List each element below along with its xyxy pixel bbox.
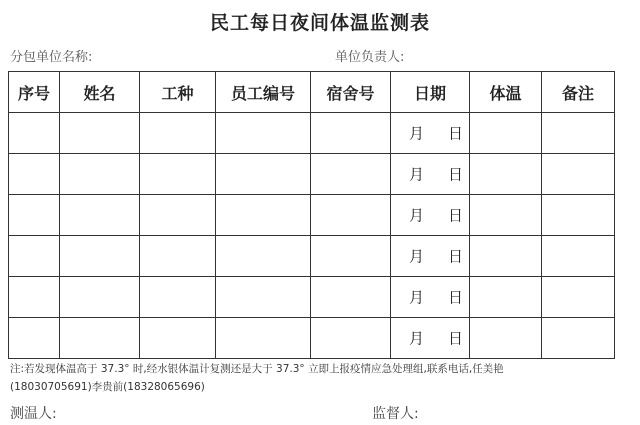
date-day-label: 日 [447, 124, 463, 143]
date-cell[interactable] [391, 277, 470, 318]
name-cell[interactable] [60, 113, 140, 154]
header-temperature: 体温 [470, 72, 542, 113]
date-cell[interactable] [391, 154, 470, 195]
dorm-number-cell[interactable] [311, 277, 391, 318]
temperature-cell[interactable] [470, 113, 542, 154]
date-day-label: 日 [447, 329, 463, 348]
date-cell[interactable] [391, 236, 470, 277]
note-line-2: (18030705691)李贵前(18328065696) [10, 381, 205, 393]
header-name: 姓名 [60, 72, 140, 113]
dorm-number-cell[interactable] [311, 236, 391, 277]
temperature-cell[interactable] [470, 195, 542, 236]
employee-id-cell[interactable] [216, 154, 311, 195]
date-cell[interactable] [391, 195, 470, 236]
table-header-row [9, 72, 615, 113]
dorm-number-cell[interactable] [311, 318, 391, 359]
employee-id-cell[interactable] [216, 277, 311, 318]
date-day-label: 日 [447, 165, 463, 184]
note-text [10, 360, 632, 396]
index-cell[interactable] [9, 113, 60, 154]
supervisor-label: 监督人: [372, 406, 419, 422]
name-cell[interactable] [60, 236, 140, 277]
table-row [9, 195, 615, 236]
name-cell[interactable] [60, 277, 140, 318]
form-title: 民工每日夜间体温监测表 [209, 12, 430, 34]
date-month-label: 月 [409, 206, 425, 225]
date-day-label: 日 [447, 247, 463, 266]
remarks-cell[interactable] [542, 277, 615, 318]
name-cell[interactable] [60, 318, 140, 359]
dorm-number-cell[interactable] [311, 195, 391, 236]
remarks-cell[interactable] [542, 195, 615, 236]
remarks-cell[interactable] [542, 236, 615, 277]
table-row [9, 113, 615, 154]
date-month-label: 月 [409, 329, 425, 348]
header-date: 日期 [391, 72, 470, 113]
header-index: 序号 [9, 72, 60, 113]
job-type-cell[interactable] [140, 195, 216, 236]
job-type-cell[interactable] [140, 236, 216, 277]
remarks-cell[interactable] [542, 113, 615, 154]
temperature-cell[interactable] [470, 154, 542, 195]
employee-id-cell[interactable] [216, 113, 311, 154]
dorm-number-cell[interactable] [311, 113, 391, 154]
job-type-cell[interactable] [140, 113, 216, 154]
table-row [9, 318, 615, 359]
index-cell[interactable] [9, 277, 60, 318]
date-month-label: 月 [409, 165, 425, 184]
date-month-label: 月 [409, 124, 425, 143]
employee-id-cell[interactable] [216, 318, 311, 359]
index-cell[interactable] [9, 195, 60, 236]
date-day-label: 日 [447, 288, 463, 307]
date-cell[interactable] [391, 318, 470, 359]
job-type-cell[interactable] [140, 154, 216, 195]
job-type-cell[interactable] [140, 318, 216, 359]
dorm-number-cell[interactable] [311, 154, 391, 195]
unit-lead-label: 单位负责人: [335, 50, 405, 65]
header-dorm-number: 宿舍号 [311, 72, 391, 113]
job-type-cell[interactable] [140, 277, 216, 318]
index-cell[interactable] [9, 236, 60, 277]
date-cell[interactable] [391, 113, 470, 154]
table-row [9, 236, 615, 277]
remarks-cell[interactable] [542, 318, 615, 359]
note-line-1: 注:若发现体温高于 37.3° 时,经水银体温计复测还是大于 37.3° 立即上报疫情应急处理组,联系电话,任美艳 [10, 363, 504, 375]
index-cell[interactable] [9, 318, 60, 359]
temperature-cell[interactable] [470, 318, 542, 359]
unit-name-label: 分包单位名称: [10, 50, 93, 65]
index-cell[interactable] [9, 154, 60, 195]
remarks-cell[interactable] [542, 154, 615, 195]
name-cell[interactable] [60, 154, 140, 195]
header-employee-id: 员工编号 [216, 72, 311, 113]
header-job-type: 工种 [140, 72, 216, 113]
name-cell[interactable] [60, 195, 140, 236]
temperature-cell[interactable] [470, 236, 542, 277]
header-remarks: 备注 [542, 72, 615, 113]
temperature-cell[interactable] [470, 277, 542, 318]
measurer-label: 测温人: [10, 406, 57, 422]
date-day-label: 日 [447, 206, 463, 225]
employee-id-cell[interactable] [216, 236, 311, 277]
temperature-table [8, 71, 615, 359]
date-month-label: 月 [409, 247, 425, 266]
table-row [9, 154, 615, 195]
employee-id-cell[interactable] [216, 195, 311, 236]
date-month-label: 月 [409, 288, 425, 307]
table-row [9, 277, 615, 318]
